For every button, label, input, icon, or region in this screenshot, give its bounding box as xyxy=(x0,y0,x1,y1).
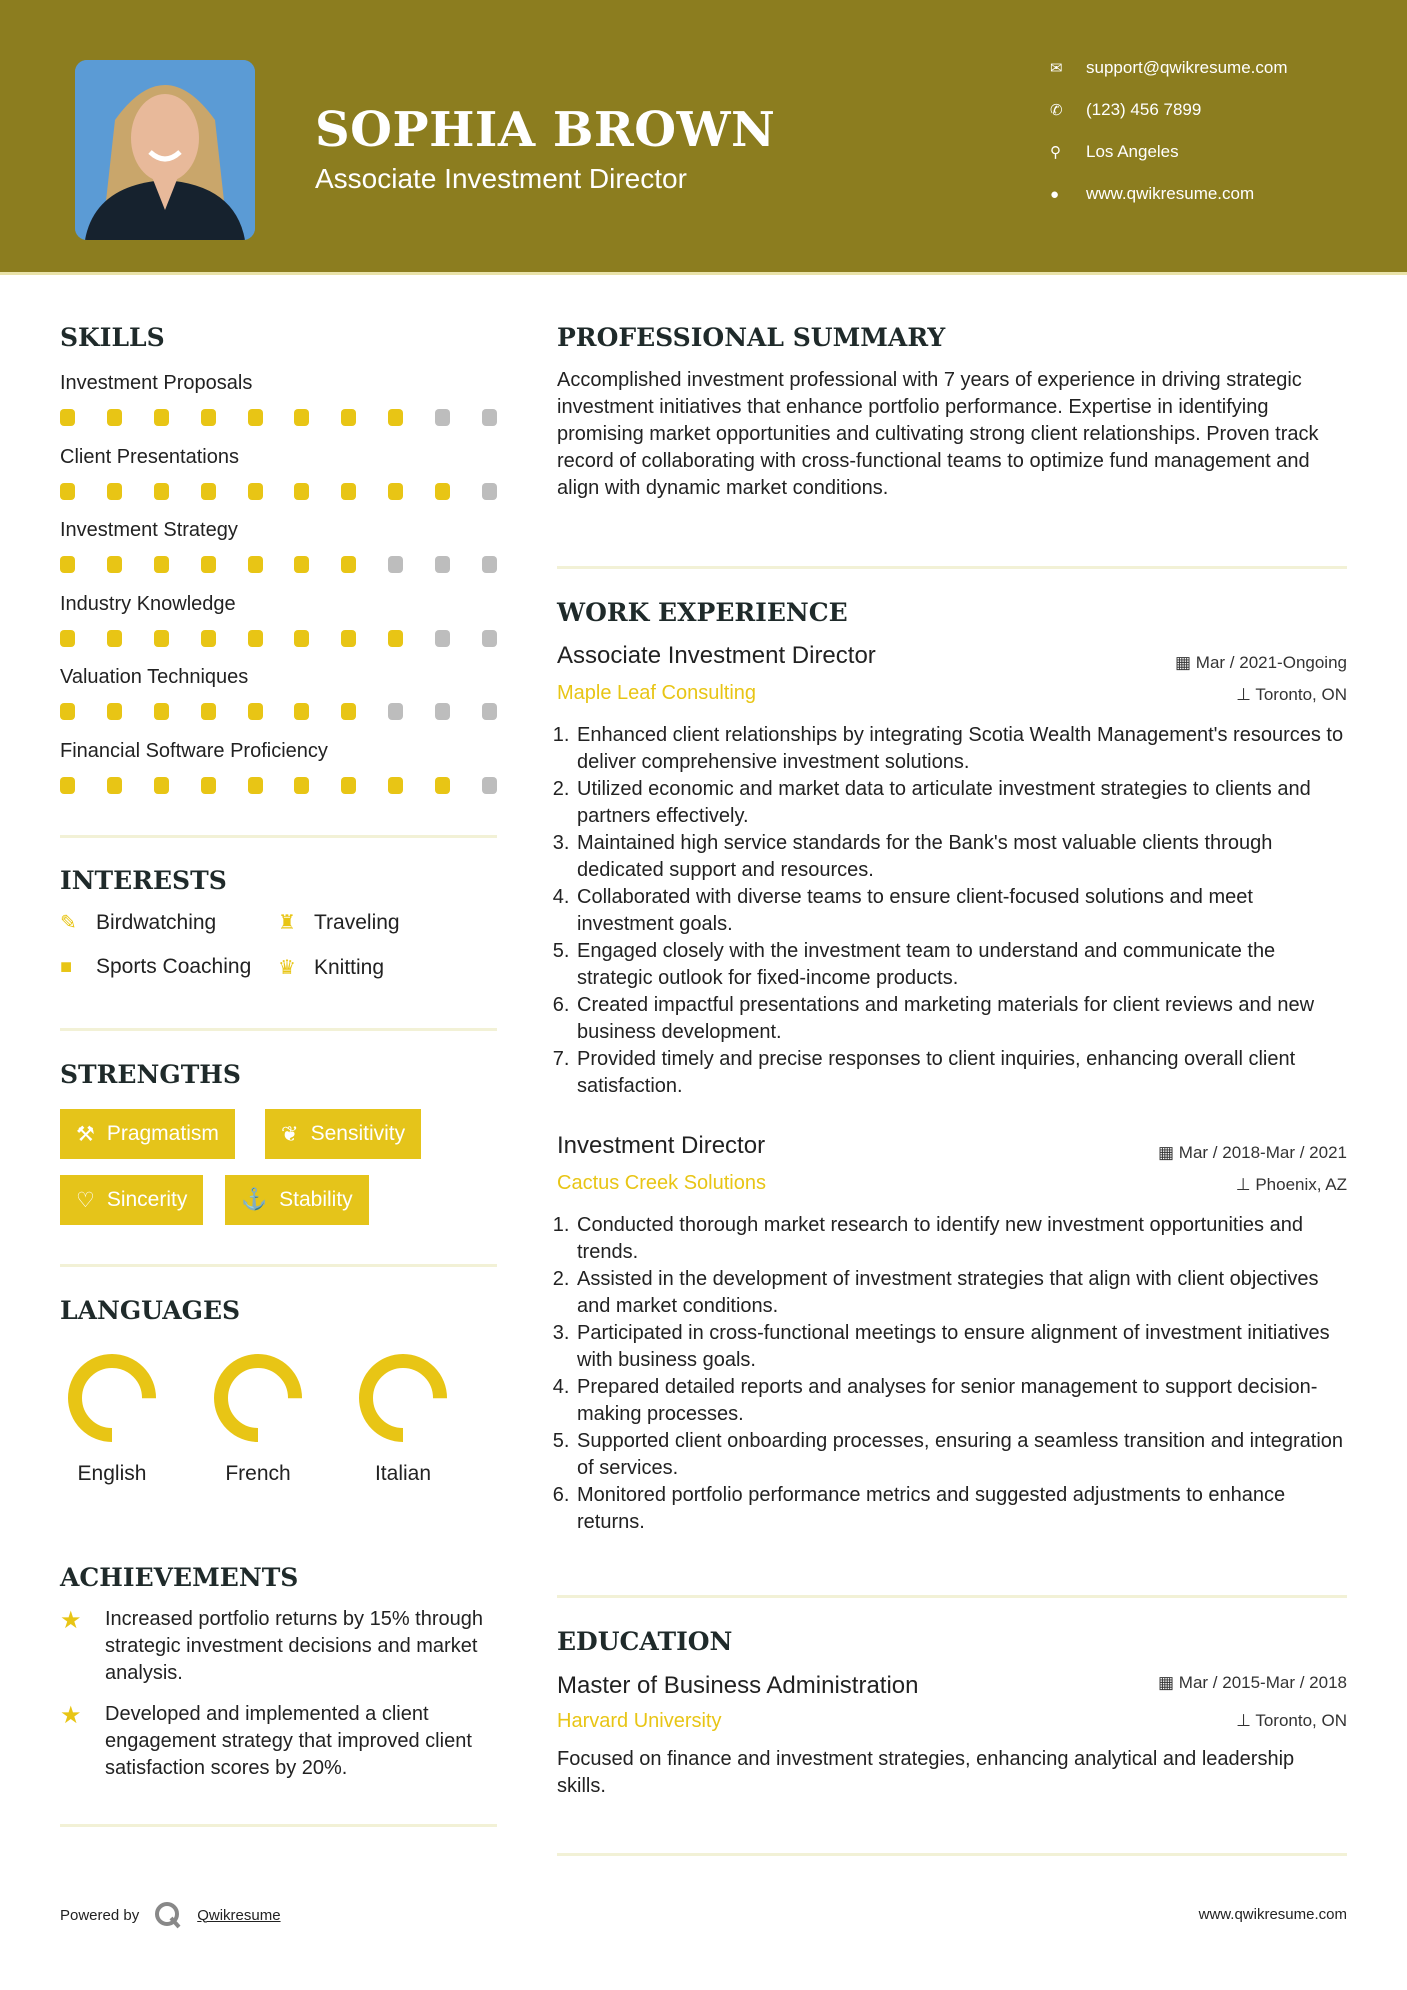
strength-label: Stability xyxy=(279,1188,353,1211)
responsibility-item: 6. Created impactful presentations and marketing materials for client reviews and new business development. xyxy=(575,992,1347,1046)
rating-dot xyxy=(341,556,356,573)
interest-item xyxy=(278,955,384,980)
rating-dot xyxy=(60,703,75,720)
header xyxy=(0,0,1407,275)
rating-dot xyxy=(341,483,356,500)
date-text: Mar / 2021-Ongoing xyxy=(1195,653,1347,672)
achievement-text: Developed and implemented a client engagement strategy that improved client satisfaction scores by 20%. xyxy=(105,1703,472,1779)
responsibility-item: 2. Assisted in the development of investment strategies that align with client objectives and market conditions. xyxy=(575,1266,1347,1320)
contact-text: www.qwikresume.com xyxy=(1086,184,1255,203)
rating-dot xyxy=(435,777,450,794)
language-progress-ring xyxy=(62,1348,162,1448)
skill-item xyxy=(60,740,497,794)
responsibility-item: 3. Participated in cross-functional meetings to ensure alignment of investment initiatives with business goals. xyxy=(575,1320,1347,1374)
strength-label: Sensitivity xyxy=(310,1122,406,1145)
location-text: Toronto, ON xyxy=(1255,1711,1347,1730)
binoculars-icon: ♜ xyxy=(278,912,296,934)
edit-icon: ✎ xyxy=(60,912,77,934)
strengths-heading: STRENGTHS xyxy=(60,1060,241,1089)
interest-item xyxy=(60,955,251,979)
strength-tag xyxy=(225,1175,369,1225)
responsibility-item: 4. Collaborated with diverse teams to ensure client-focused solutions and meet investment goals. xyxy=(575,884,1347,938)
skill-rating xyxy=(60,630,497,647)
location-text: Toronto, ON xyxy=(1255,685,1347,704)
rating-dot xyxy=(341,409,356,426)
rating-dot xyxy=(294,409,309,426)
skill-rating xyxy=(60,483,497,500)
rating-dot xyxy=(107,483,122,500)
pin-icon: ⊥ xyxy=(1235,1175,1256,1194)
responsibility-item: 5. Supported client onboarding processes, ensuring a seamless transition and integration of services. xyxy=(575,1428,1347,1482)
skill-label: Investment Strategy xyxy=(60,519,238,541)
rating-dot xyxy=(435,409,450,426)
summary-heading: PROFESSIONAL SUMMARY xyxy=(557,323,946,352)
language-label: Italian xyxy=(374,1462,432,1485)
skill-item xyxy=(60,666,497,720)
responsibility-item: 1. Enhanced client relationships by integrating Scotia Wealth Management's resources to deliver comprehensive investment solutions. xyxy=(575,722,1347,776)
rating-dot xyxy=(482,777,497,794)
interest-label: Birdwatching xyxy=(96,910,217,934)
brand-link[interactable]: Qwikresume xyxy=(197,1906,281,1924)
language-item xyxy=(52,1348,172,1486)
language-progress-ring xyxy=(353,1348,453,1448)
gavel-icon: ⚒ xyxy=(76,1122,95,1146)
rating-dot xyxy=(388,409,403,426)
job-date xyxy=(1158,1143,1347,1163)
achievement-text: Increased portfolio returns by 15% through strategic investment decisions and market analysis. xyxy=(105,1608,483,1684)
rating-dot xyxy=(154,409,169,426)
education-date xyxy=(1158,1673,1347,1693)
candidate-name: SOPHIA BROWN xyxy=(315,102,776,158)
strength-tag xyxy=(265,1109,421,1159)
rating-dot xyxy=(154,777,169,794)
rating-dot xyxy=(248,556,263,573)
skills-heading: SKILLS xyxy=(60,323,165,352)
location-text: Phoenix, AZ xyxy=(1255,1175,1347,1194)
rating-dot xyxy=(435,630,450,647)
divider xyxy=(60,1264,497,1267)
rating-dot xyxy=(482,703,497,720)
rating-dot xyxy=(482,409,497,426)
contact-email[interactable] xyxy=(1050,58,1288,78)
work-heading: WORK EXPERIENCE xyxy=(557,598,848,627)
responsibility-item: 1. Conducted thorough market research to identify new investment opportunities and trends. xyxy=(575,1212,1347,1266)
strength-tag xyxy=(60,1175,203,1225)
rating-dot xyxy=(435,483,450,500)
skill-item xyxy=(60,446,497,500)
rating-dot xyxy=(154,703,169,720)
rating-dot xyxy=(107,409,122,426)
skill-label: Industry Knowledge xyxy=(60,592,236,615)
rating-dot xyxy=(201,409,216,426)
rating-dot xyxy=(60,777,75,794)
divider xyxy=(60,835,497,838)
rating-dot xyxy=(388,556,403,573)
divider xyxy=(557,566,1347,569)
skill-item xyxy=(60,372,497,426)
pin-icon: ⊥ xyxy=(1236,685,1256,704)
skill-label: Investment Proposals xyxy=(60,372,253,394)
rating-dot xyxy=(201,630,216,647)
school-name: Harvard University xyxy=(557,1710,722,1732)
rating-dot xyxy=(107,703,122,720)
summary-text: Accomplished investment professional with 7 years of experience in driving strategic investment initiatives that enhance portfolio performance. Expertise in identifying promising market opportunities and cultivating strong client relationships. Proven track record of collaborating with cross-functional teams to optimize fund management and align with dynamic market conditions. xyxy=(557,369,1319,499)
job-location xyxy=(1236,685,1347,705)
rating-dot xyxy=(107,777,122,794)
rating-dot xyxy=(201,556,216,573)
candidate-title: Associate Investment Director xyxy=(315,163,687,194)
contact-text: Los Angeles xyxy=(1086,142,1179,161)
suitcase-icon: ■ xyxy=(60,955,73,978)
envelope-icon: ✉ xyxy=(1050,60,1063,77)
job-date xyxy=(1175,653,1347,673)
job-responsibilities xyxy=(557,1212,1347,1536)
anchor-icon: ⚓ xyxy=(241,1188,268,1211)
interest-item xyxy=(278,910,400,935)
trophy-icon: ♛ xyxy=(278,957,296,979)
profile-photo xyxy=(75,60,255,240)
language-progress-ring xyxy=(208,1348,308,1448)
footer-url[interactable]: www.qwikresume.com xyxy=(1198,1906,1347,1923)
strength-label: Pragmatism xyxy=(106,1122,219,1145)
map-marker-icon: ⚲ xyxy=(1050,144,1061,161)
calendar-icon: ▦ xyxy=(1175,653,1196,672)
contact-text: (123) 456 7899 xyxy=(1086,100,1202,119)
rating-dot xyxy=(201,483,216,500)
interests-heading: INTERESTS xyxy=(60,866,227,895)
rating-dot xyxy=(154,483,169,500)
skill-item xyxy=(60,593,497,647)
rating-dot xyxy=(248,630,263,647)
qwikresume-logo-icon xyxy=(153,1900,183,1930)
responsibility-item: 7. Provided timely and precise responses to client inquiries, enhancing overall client satisfaction. xyxy=(575,1046,1347,1100)
star-icon: ★ xyxy=(60,1607,82,1634)
contact-text: support@qwikresume.com xyxy=(1086,58,1288,77)
rating-dot xyxy=(435,556,450,573)
strength-label: Sincerity xyxy=(106,1188,188,1211)
leaf-icon: ❦ xyxy=(281,1122,299,1146)
rating-dot xyxy=(248,483,263,500)
rating-dot xyxy=(341,630,356,647)
responsibility-item: 3. Maintained high service standards for the Bank's most valuable clients through dedicated support and resources. xyxy=(575,830,1347,884)
skill-rating xyxy=(60,777,497,794)
rating-dot xyxy=(107,556,122,573)
heart-icon: ♡ xyxy=(76,1188,95,1212)
powered-by-label: Powered by xyxy=(60,1906,140,1924)
responsibility-item: 4. Prepared detailed reports and analyses for senior management to support decision-making processes. xyxy=(575,1374,1347,1428)
skill-label: Financial Software Proficiency xyxy=(60,739,328,762)
job-title: Associate Investment Director xyxy=(557,642,876,669)
rating-dot xyxy=(435,703,450,720)
contact-phone[interactable] xyxy=(1050,100,1201,120)
degree: Master of Business Administration xyxy=(557,1672,919,1699)
rating-dot xyxy=(388,777,403,794)
skill-rating xyxy=(60,556,497,573)
rating-dot xyxy=(388,630,403,647)
education-location xyxy=(1236,1711,1347,1731)
star-icon: ★ xyxy=(60,1702,82,1729)
rating-dot xyxy=(154,630,169,647)
calendar-icon: ▦ xyxy=(1158,1673,1179,1692)
education-text: Focused on finance and investment strategies, enhancing analytical and leadership skills. xyxy=(557,1748,1295,1797)
divider xyxy=(60,1824,497,1827)
language-item xyxy=(198,1348,318,1486)
powered-by xyxy=(60,1900,281,1930)
rating-dot xyxy=(388,703,403,720)
rating-dot xyxy=(248,777,263,794)
rating-dot xyxy=(154,556,169,573)
strength-tag xyxy=(60,1109,235,1159)
rating-dot xyxy=(388,483,403,500)
rating-dot xyxy=(60,630,75,647)
divider xyxy=(60,1028,497,1031)
rating-dot xyxy=(341,777,356,794)
rating-dot xyxy=(60,556,75,573)
pin-icon: ⊥ xyxy=(1236,1711,1256,1730)
skill-rating xyxy=(60,409,497,426)
rating-dot xyxy=(248,409,263,426)
job-responsibilities xyxy=(557,722,1347,1100)
interest-item xyxy=(60,910,216,935)
rating-dot xyxy=(482,630,497,647)
responsibility-item: 6. Monitored portfolio performance metrics and suggested adjustments to enhance returns. xyxy=(575,1482,1347,1536)
job-location xyxy=(1236,1175,1347,1195)
interest-label: Knitting xyxy=(314,955,385,979)
languages-heading: LANGUAGES xyxy=(60,1296,241,1325)
rating-dot xyxy=(294,777,309,794)
achievement-item xyxy=(60,1701,500,1782)
rating-dot xyxy=(294,483,309,500)
date-text: Mar / 2018-Mar / 2021 xyxy=(1178,1143,1347,1162)
rating-dot xyxy=(248,703,263,720)
contact-website[interactable] xyxy=(1050,184,1254,204)
rating-dot xyxy=(341,703,356,720)
achievements-heading: ACHIEVEMENTS xyxy=(60,1563,299,1592)
divider xyxy=(557,1595,1347,1598)
interest-label: Sports Coaching xyxy=(96,955,252,978)
skill-label: Client Presentations xyxy=(60,445,239,468)
rating-dot xyxy=(482,483,497,500)
skill-rating xyxy=(60,703,497,720)
language-label: English xyxy=(77,1462,147,1485)
language-label: French xyxy=(225,1462,291,1485)
rating-dot xyxy=(107,630,122,647)
phone-icon: ✆ xyxy=(1050,102,1063,119)
job-title: Investment Director xyxy=(557,1132,766,1159)
language-item xyxy=(343,1348,463,1486)
achievement-item xyxy=(60,1606,500,1687)
calendar-icon: ▦ xyxy=(1158,1143,1179,1162)
skill-item xyxy=(60,519,497,573)
education-heading: EDUCATION xyxy=(557,1627,733,1656)
divider xyxy=(557,1853,1347,1856)
globe-icon: ● xyxy=(1050,185,1060,203)
rating-dot xyxy=(294,630,309,647)
skill-label: Valuation Techniques xyxy=(60,666,249,688)
rating-dot xyxy=(294,556,309,573)
rating-dot xyxy=(482,556,497,573)
interest-label: Traveling xyxy=(314,910,400,934)
rating-dot xyxy=(60,483,75,500)
contact-location xyxy=(1050,142,1179,162)
rating-dot xyxy=(294,703,309,720)
responsibility-item: 5. Engaged closely with the investment team to understand and communicate the strategic outlook for fixed-income products. xyxy=(575,938,1347,992)
rating-dot xyxy=(60,409,75,426)
rating-dot xyxy=(201,777,216,794)
responsibility-item: 2. Utilized economic and market data to articulate investment strategies to clients and partners effectively. xyxy=(575,776,1347,830)
company-name: Maple Leaf Consulting xyxy=(557,682,757,704)
rating-dot xyxy=(201,703,216,720)
company-name: Cactus Creek Solutions xyxy=(557,1172,766,1194)
date-text: Mar / 2015-Mar / 2018 xyxy=(1178,1673,1347,1692)
